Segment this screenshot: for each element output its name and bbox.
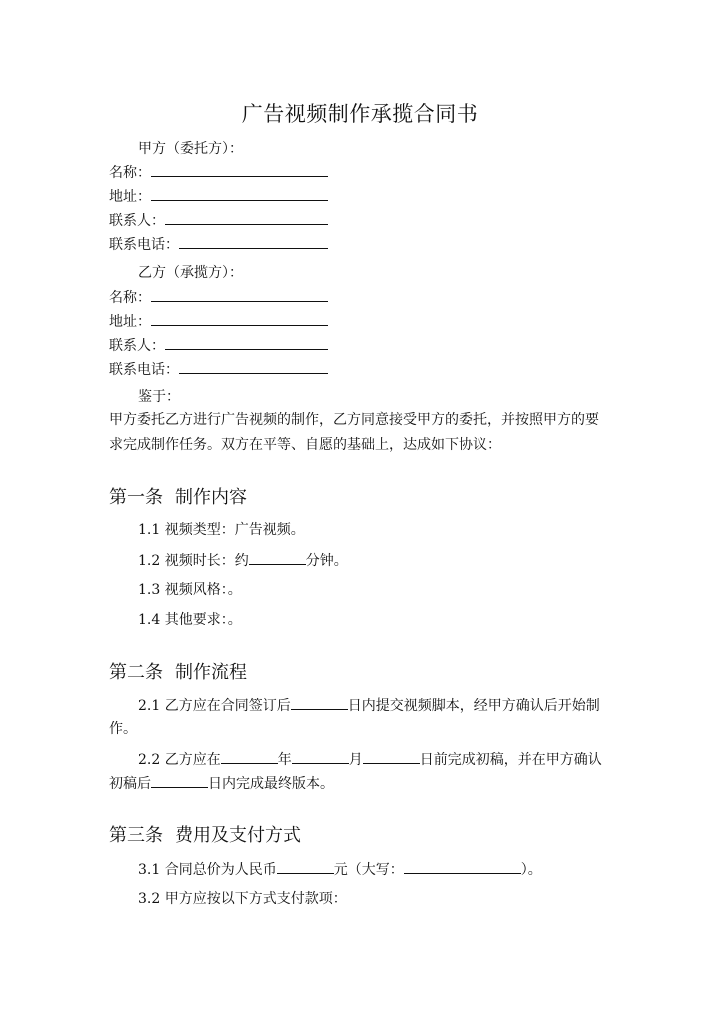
- party-b-name-label: 名称：: [109, 290, 151, 306]
- party-b-contact-label: 联系人：: [109, 338, 165, 354]
- party-a-name-row: [109, 162, 328, 183]
- item-2-2-prefix: 2.2 乙方应在: [138, 752, 221, 768]
- party-b-contact-field[interactable]: [165, 335, 328, 350]
- article-2-heading: [109, 658, 247, 684]
- party-a-address-label: 地址：: [109, 189, 151, 205]
- article-2-number: 第二条: [109, 662, 163, 683]
- item-3-1-suffix: ）。: [520, 862, 542, 878]
- party-b-phone-label: 联系电话：: [109, 362, 179, 378]
- party-a-phone-label: 联系电话：: [109, 237, 179, 253]
- item-3-1-prefix: 3.1 合同总价为人民币: [138, 862, 277, 878]
- party-b-contact-row: [109, 335, 328, 356]
- article-1-heading: [109, 483, 247, 509]
- party-a-contact-field[interactable]: [165, 210, 328, 225]
- item-3-2: 3.2 甲方应按以下方式支付款项：: [138, 891, 347, 907]
- party-b-address-field[interactable]: [151, 311, 328, 326]
- article-3-title: 费用及支付方式: [175, 825, 301, 846]
- item-2-2-continued: [109, 773, 334, 794]
- draft-day-field[interactable]: [363, 749, 420, 764]
- draft-month-field[interactable]: [292, 749, 349, 764]
- item-3-1-mid: 元（大写：: [333, 862, 404, 878]
- item-1-4: 1.4 其他要求：。: [138, 612, 242, 628]
- item-2-1-prefix: 2.1 乙方应在合同签订后: [138, 698, 291, 714]
- item-2-1-continued: 作。: [109, 721, 137, 737]
- party-a-contact-label: 联系人：: [109, 213, 165, 229]
- party-a-contact-row: [109, 210, 328, 231]
- script-days-field[interactable]: [291, 695, 348, 710]
- article-1-title: 制作内容: [175, 487, 247, 508]
- party-b-heading: 乙方（承揽方）：: [138, 265, 243, 281]
- item-3-1: [138, 859, 542, 880]
- total-price-field[interactable]: [277, 859, 334, 874]
- item-2-1: [138, 695, 600, 716]
- item-1-2-suffix: 分钟。: [305, 553, 348, 569]
- article-3-heading: [109, 821, 301, 847]
- item-2-2-cont-prefix: 初稿后: [109, 776, 151, 792]
- total-price-uppercase-field[interactable]: [404, 859, 521, 874]
- party-a-address-row: [109, 186, 328, 207]
- party-a-phone-field[interactable]: [179, 234, 328, 249]
- party-b-name-field[interactable]: [151, 287, 328, 302]
- item-2-2-suffix: 日前完成初稿，并在甲方确认: [419, 752, 602, 768]
- draft-year-field[interactable]: [221, 749, 278, 764]
- whereas-line-1: 甲方委托乙方进行广告视频的制作，乙方同意接受甲方的委托，并按照甲方的要: [109, 412, 599, 428]
- item-1-3: 1.3 视频风格：。: [138, 582, 242, 598]
- whereas-line-2: 求完成制作任务。双方在平等、自愿的基础上，达成如下协议：: [109, 437, 501, 453]
- party-b-name-row: [109, 287, 328, 308]
- video-duration-field[interactable]: [249, 550, 306, 565]
- final-days-field[interactable]: [151, 773, 208, 788]
- item-2-2: [138, 749, 602, 770]
- party-a-phone-row: [109, 234, 328, 255]
- party-a-heading: 甲方（委托方）：: [138, 141, 243, 157]
- item-1-1: 1.1 视频类型：广告视频。: [138, 522, 305, 538]
- whereas-label: 鉴于：: [138, 389, 180, 405]
- document-title: 广告视频制作承揽合同书: [241, 102, 479, 126]
- article-2-title: 制作流程: [175, 662, 247, 683]
- item-2-2-cont-suffix: 日内完成最终版本。: [208, 776, 334, 792]
- party-b-phone-row: [109, 359, 328, 380]
- party-a-name-label: 名称：: [109, 165, 151, 181]
- item-2-2-year: 年: [277, 752, 292, 768]
- party-b-phone-field[interactable]: [179, 359, 328, 374]
- article-1-number: 第一条: [109, 487, 163, 508]
- party-a-name-field[interactable]: [151, 162, 328, 177]
- item-2-1-suffix: 日内提交视频脚本，经甲方确认后开始制: [347, 698, 600, 714]
- item-1-2: [138, 550, 348, 571]
- item-1-2-prefix: 1.2 视频时长：约: [138, 553, 249, 569]
- item-2-2-month: 月: [348, 752, 363, 768]
- article-3-number: 第三条: [109, 825, 163, 846]
- party-b-address-row: [109, 311, 328, 332]
- party-b-address-label: 地址：: [109, 314, 151, 330]
- party-a-address-field[interactable]: [151, 186, 328, 201]
